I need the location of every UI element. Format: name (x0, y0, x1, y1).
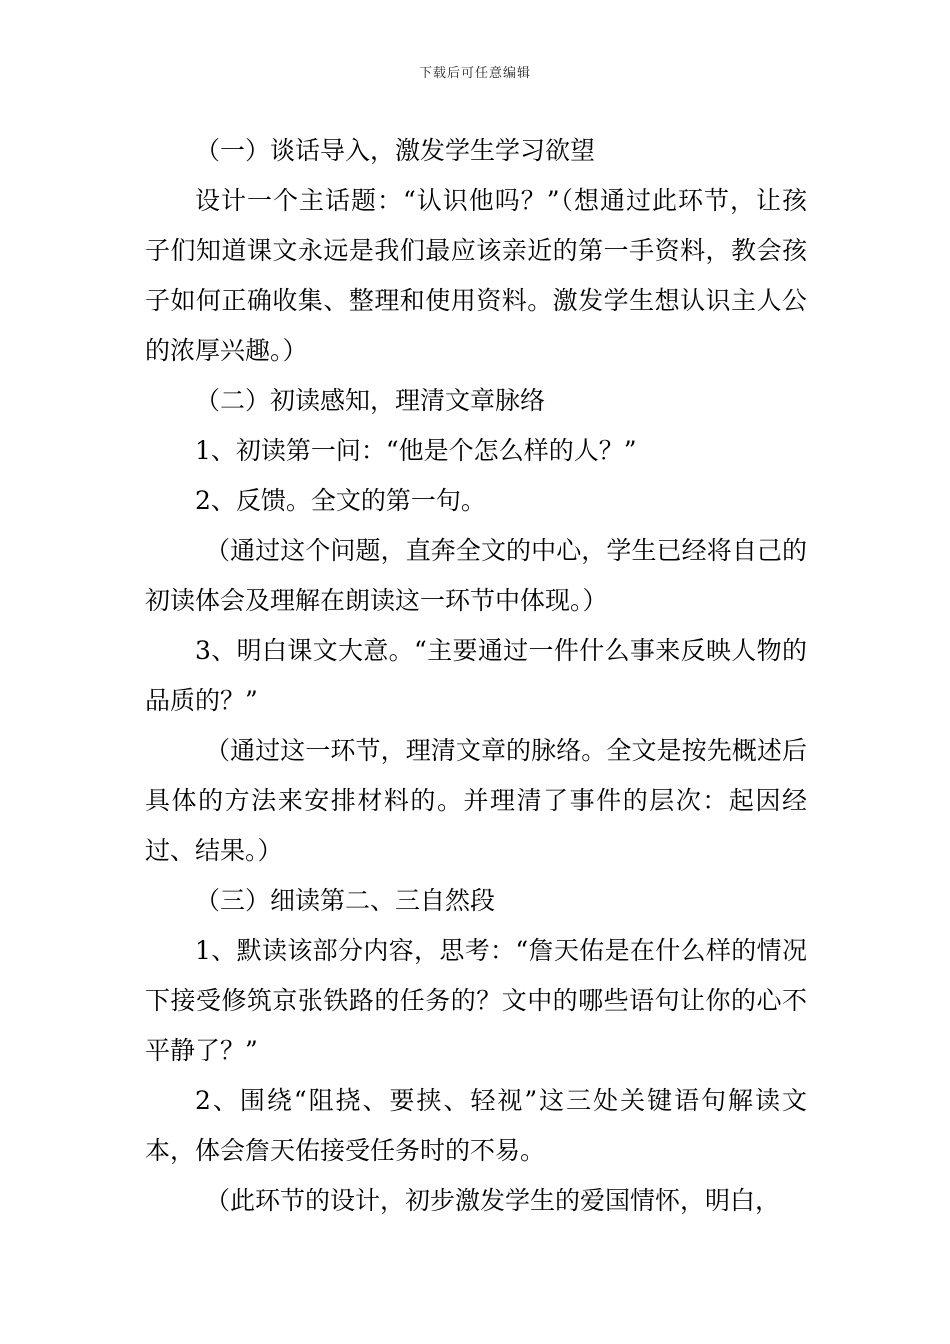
list-item: 3、明白课文大意。“主要通过一件什么事来反映人物的品质的？” (145, 636, 807, 715)
section-heading-2: （二）初读感知，理清文章脉络 (195, 386, 546, 415)
paragraph: （此环节的设计，初步激发学生的爱国情怀，明白， (205, 1186, 781, 1215)
page-header: 下载后可任意编辑 (418, 66, 531, 81)
section-heading-3: （三）细读第二、三自然段 (195, 886, 496, 915)
document-body (145, 126, 807, 1226)
list-item: 1、初读第一问：“他是个怎么样的人？” (195, 436, 637, 465)
list-item: 2、反馈。全文的第一句。 (195, 486, 486, 515)
section-heading-1: （一）谈话导入，激发学生学习欲望 (195, 136, 596, 165)
paragraph: （通过这一环节，理清文章的脉络。全文是按先概述后具体的方法来安排材料的。并理清了事件的层次：起因经过、结果。） (145, 736, 807, 865)
paragraph: （通过这个问题，直奔全文的中心，学生已经将自己的初读体会及理解在朗读这一环节中体现。） (145, 536, 807, 615)
list-item: 2、围绕“阻挠、要挟、轻视”这三处关键语句解读文本，体会詹天佑接受任务时的不易。 (145, 1086, 807, 1165)
paragraph: 设计一个主话题：“认识他吗？”（想通过此环节，让孩子们知道课文永远是我们最应该亲近的第一手资料，教会孩子如何正确收集、整理和使用资料。激发学生想认识主人公的浓厚兴趣。） (145, 186, 807, 365)
list-item: 1、默读该部分内容，思考：“詹天佑是在什么样的情况下接受修筑京张铁路的任务的？文中的哪些语句让你的心不平静了？” (145, 936, 807, 1065)
